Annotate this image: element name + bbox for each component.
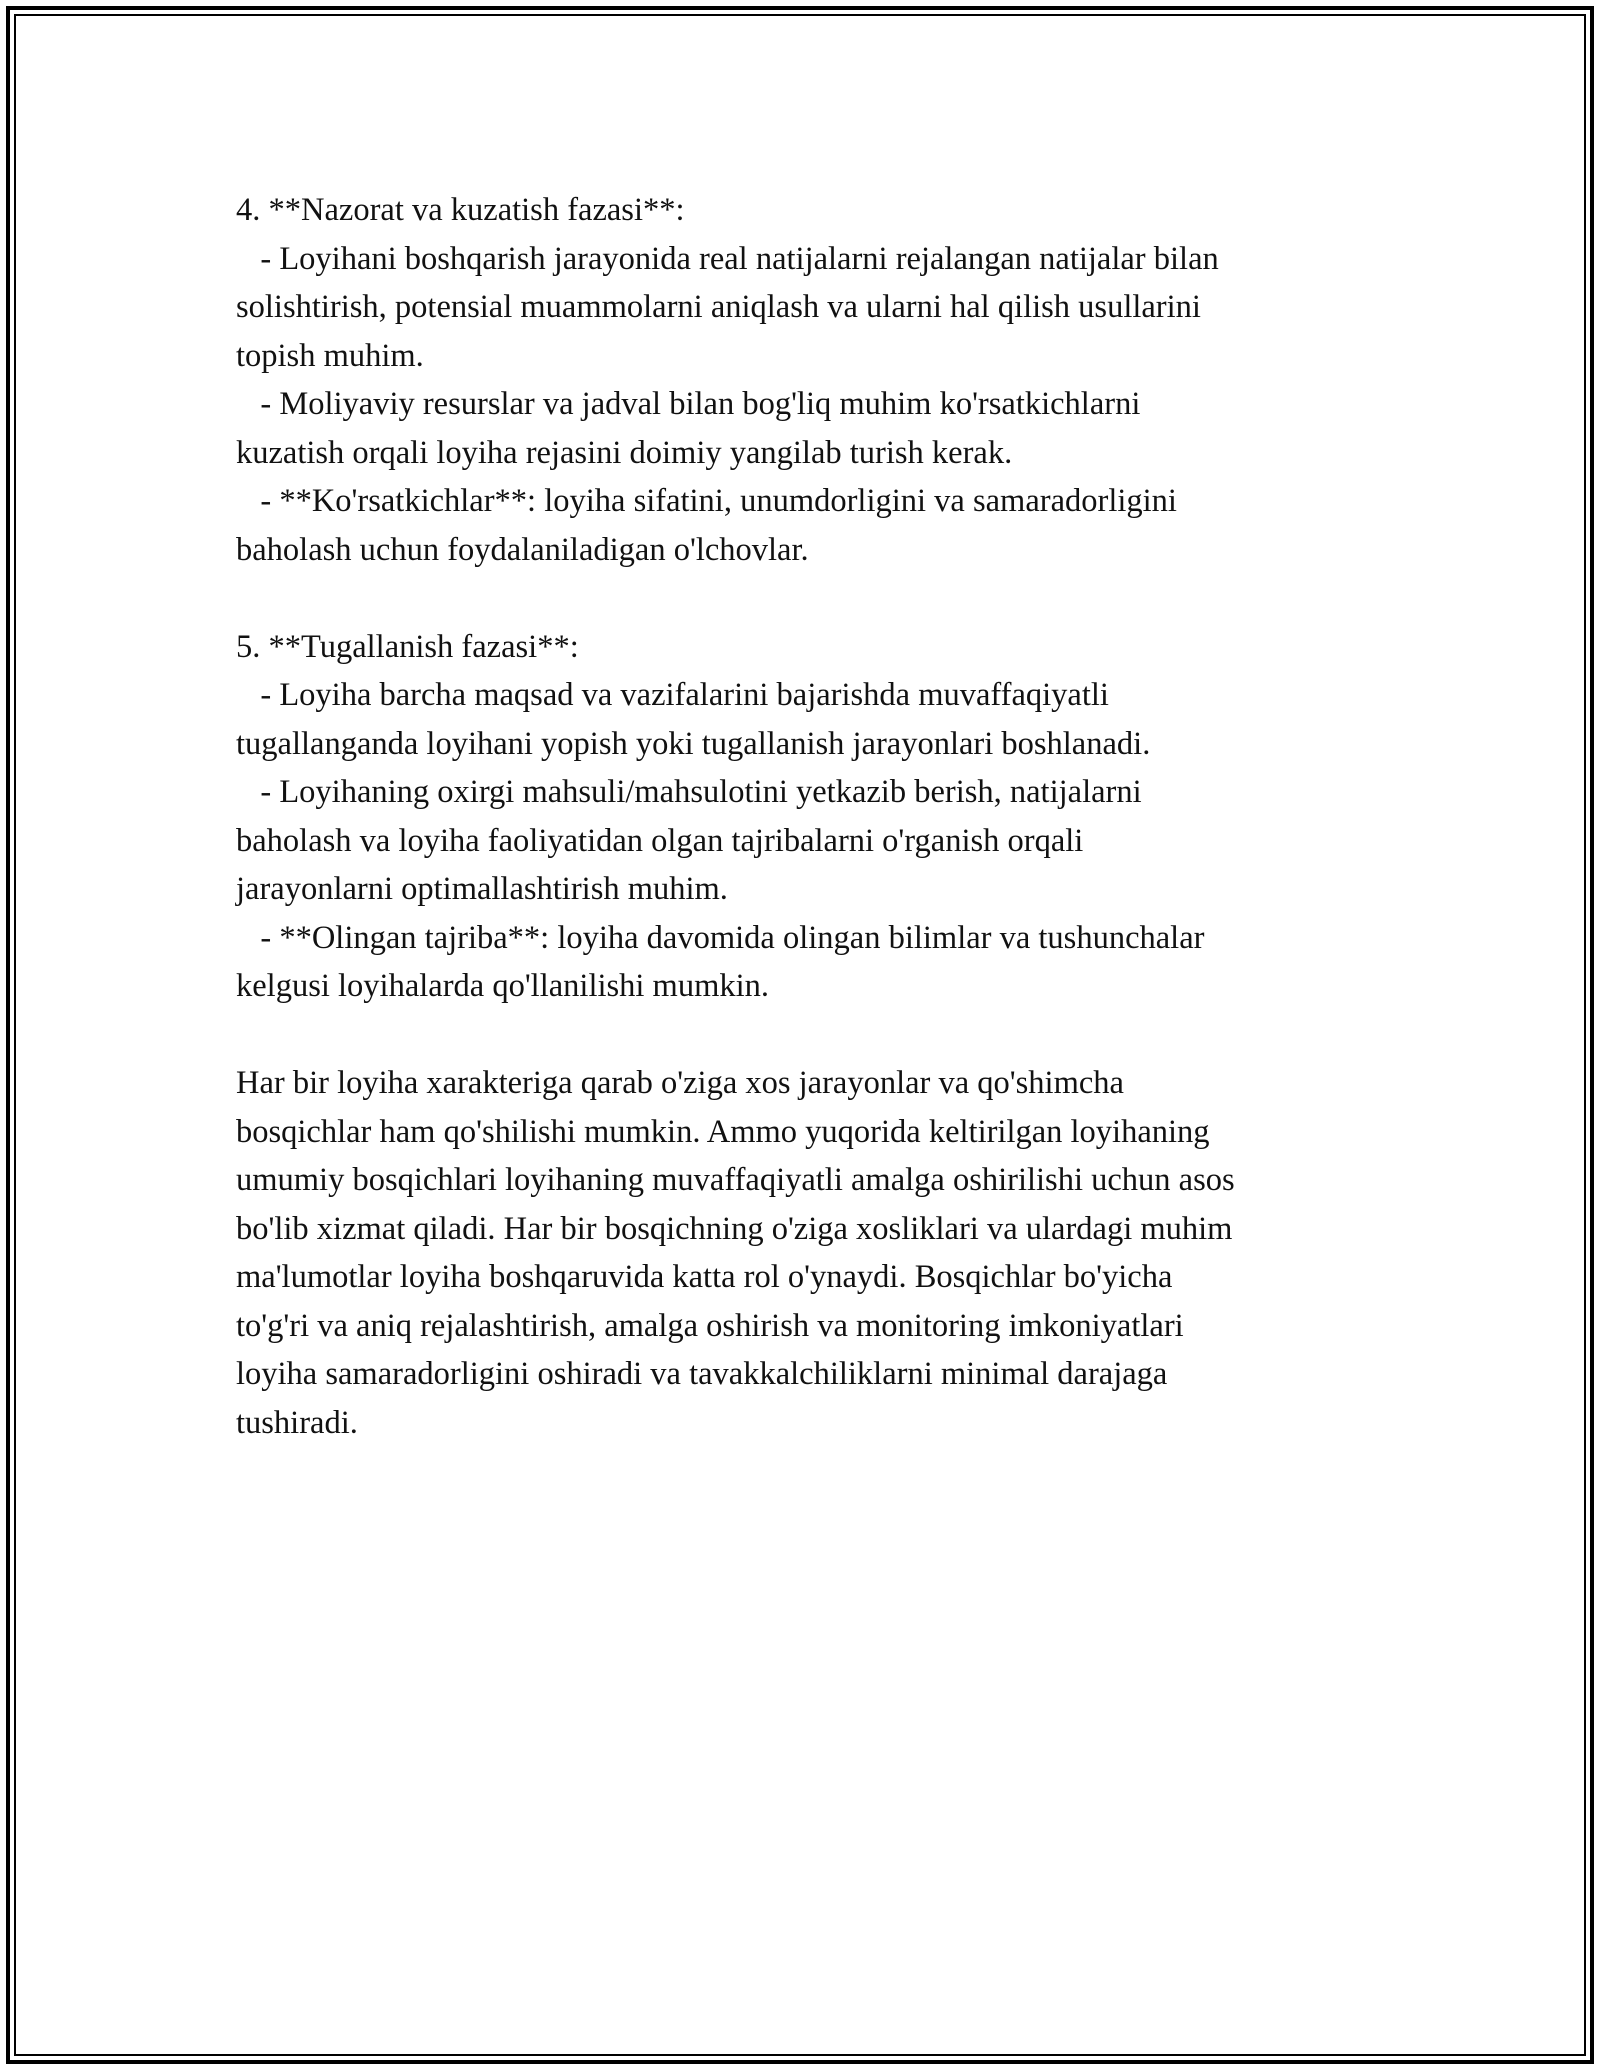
section-5-line: baholash va loyiha faoliyatidan olgan tajribalarni o'rganish orqali: [236, 822, 1084, 859]
section-5-line: jarayonlarni optimallashtirish muhim.: [236, 871, 728, 907]
section-4-line: baholash uchun foydalaniladigan o'lchovlar.: [236, 531, 809, 568]
conclusion-line: umumiy bosqichlari loyihaning muvaffaqiyatli amalga oshirilishi uchun asos: [236, 1162, 1235, 1198]
paragraph-spacer: [236, 1011, 1376, 1060]
conclusion-line: bosqichlar ham qo'shilishi mumkin. Ammo yuqorida keltirilgan loyihaning: [236, 1113, 1210, 1150]
conclusion-line: loyiha samaradorligini oshiradi va tavakkalchiliklarni minimal darajaga: [236, 1356, 1168, 1392]
conclusion-line: bo'lib xizmat qiladi. Har bir bosqichning o'ziga xosliklari va ulardagi muhim: [236, 1210, 1233, 1247]
conclusion-line: tushiradi.: [236, 1404, 358, 1441]
section-4-line: - **Ko'rsatkichlar**: loyiha sifatini, unumdorligini va samaradorligini: [236, 483, 1177, 519]
section-4-line: kuzatish orqali loyiha rejasini doimiy yangilab turish kerak.: [236, 434, 1013, 471]
section-4-line: solishtirish, potensial muammolarni aniqlash va ularni hal qilish usullarini: [236, 289, 1201, 325]
conclusion-line: to'g'ri va aniq rejalashtirish, amalga oshirish va monitoring imkoniyatlari: [236, 1307, 1184, 1344]
section-4-line: topish muhim.: [236, 337, 424, 374]
section-4-line: - Loyihani boshqarish jarayonida real natijalarni rejalangan natijalar bilan: [236, 240, 1219, 277]
section-5-heading: 5. **Tugallanish fazasi**:: [236, 628, 579, 665]
paragraph-spacer: [236, 574, 1376, 623]
document-body: [236, 186, 1376, 1447]
section-5-line: - Loyiha barcha maqsad va vazifalarini bajarishda muvaffaqiyatli: [236, 677, 1109, 713]
section-5-line: - **Olingan tajriba**: loyiha davomida olingan bilimlar va tushunchalar: [236, 919, 1205, 956]
section-4-line: - Moliyaviy resurslar va jadval bilan bog'liq muhim ko'rsatkichlarni: [236, 386, 1141, 422]
conclusion-line: ma'lumotlar loyiha boshqaruvida katta rol o'ynaydi. Bosqichlar bo'yicha: [236, 1259, 1173, 1295]
section-5-line: tugallanganda loyihani yopish yoki tugallanish jarayonlari boshlanadi.: [236, 725, 1151, 762]
section-4-heading: 4. **Nazorat va kuzatish fazasi**:: [236, 192, 685, 228]
section-5-line: - Loyihaning oxirgi mahsuli/mahsulotini yetkazib berish, natijalarni: [236, 774, 1142, 810]
conclusion-line: Har bir loyiha xarakteriga qarab o'ziga xos jarayonlar va qo'shimcha: [236, 1065, 1124, 1101]
section-5-line: kelgusi loyihalarda qo'llanilishi mumkin.: [236, 968, 770, 1004]
